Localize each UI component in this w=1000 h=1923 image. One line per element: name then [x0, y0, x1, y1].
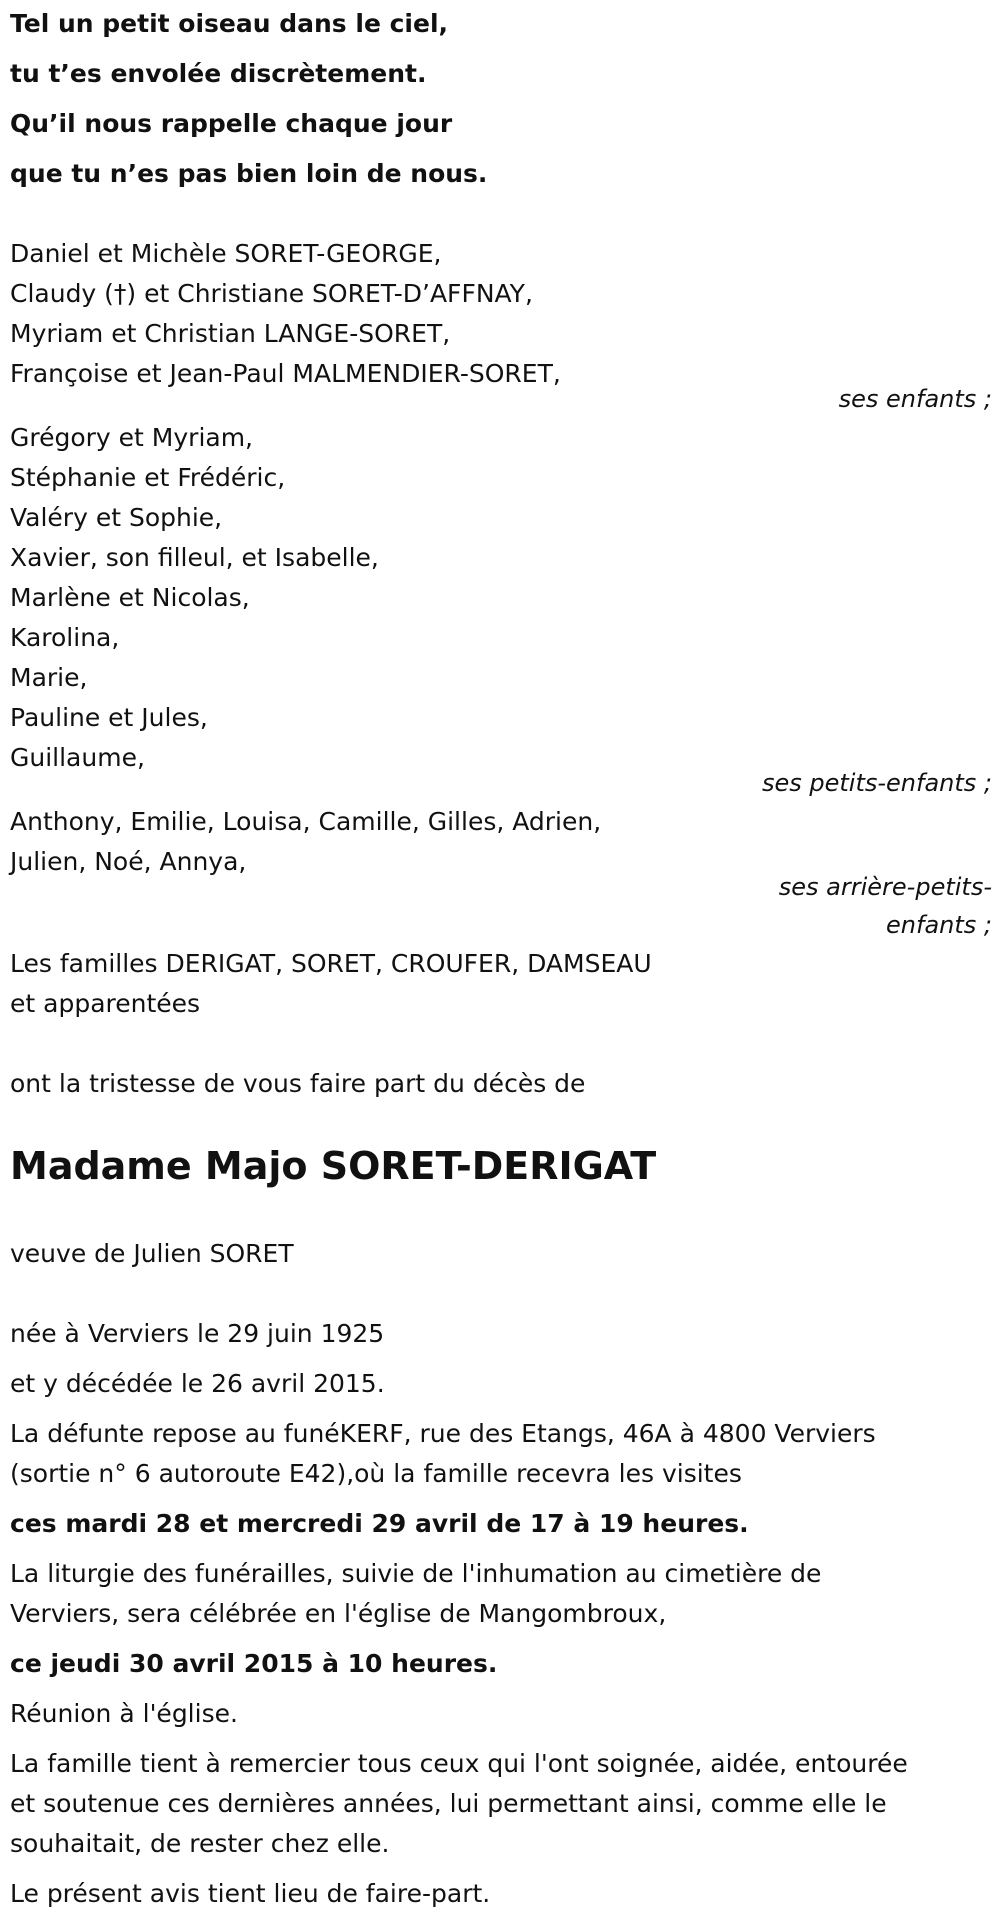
announcement: ont la tristesse de vous faire part du décès de [10, 1069, 586, 1098]
poem-line: Qu’il nous rappelle chaque jour [10, 109, 453, 138]
child-couple: Françoise et Jean-Paul MALMENDIER-SORET, [10, 359, 561, 388]
poem-line: Tel un petit oiseau dans le ciel, [10, 9, 449, 38]
grandchild: Valéry et Sophie, [10, 503, 223, 532]
grandchild: Xavier, son filleul, et Isabelle, [10, 543, 379, 572]
rest-line: (sortie n° 6 autoroute E42),où la famille recevra les visites [10, 1459, 742, 1488]
closing-note: Le présent avis tient lieu de faire-part. [10, 1879, 491, 1908]
families-line: Les familles DERIGAT, SORET, CROUFER, DAMSEAU [10, 949, 652, 978]
grandchild: Guillaume, [10, 743, 145, 772]
poem-line: tu t’es envolée discrètement. [10, 59, 427, 88]
visit-hours: ces mardi 28 et mercredi 29 avril de 17 à 19 heures. [10, 1509, 749, 1538]
thanks-line: La famille tient à remercier tous ceux qui l'ont soignée, aidée, entourée [10, 1749, 908, 1778]
death-info: et y décédée le 26 avril 2015. [10, 1369, 385, 1398]
meeting-info: Réunion à l'église. [10, 1699, 238, 1728]
liturgy-line: La liturgie des funérailles, suivie de l'inhumation au cimetière de [10, 1559, 822, 1588]
great-grandchildren-line: Anthony, Emilie, Louisa, Camille, Gilles, Adrien, [10, 807, 602, 836]
grandchild: Marlène et Nicolas, [10, 583, 250, 612]
child-couple: Myriam et Christian LANGE-SORET, [10, 319, 451, 348]
birth-info: née à Verviers le 29 juin 1925 [10, 1319, 385, 1348]
great-grandchildren-label: ses arrière-petits- [778, 873, 992, 901]
grandchildren-label: ses petits-enfants ; [761, 769, 992, 797]
grandchild: Marie, [10, 663, 88, 692]
great-grandchildren-label: enfants ; [886, 911, 992, 939]
thanks-line: et soutenue ces dernières années, lui permettant ainsi, comme elle le [10, 1789, 887, 1818]
grandchild: Karolina, [10, 623, 120, 652]
great-grandchildren-line: Julien, Noé, Annya, [10, 847, 247, 876]
families-line: et apparentées [10, 989, 201, 1018]
child-couple: Claudy (†) et Christiane SORET-D’AFFNAY, [10, 279, 533, 308]
children-label: ses enfants ; [838, 385, 992, 413]
thanks-line: souhaitait, de rester chez elle. [10, 1829, 390, 1858]
child-couple: Daniel et Michèle SORET-GEORGE, [10, 239, 442, 268]
poem-line: que tu n’es pas bien loin de nous. [10, 159, 488, 188]
liturgy-date: ce jeudi 30 avril 2015 à 10 heures. [10, 1649, 498, 1678]
widow-of: veuve de Julien SORET [10, 1239, 294, 1268]
grandchild: Stéphanie et Frédéric, [10, 463, 286, 492]
deceased-name: Madame Majo SORET-DERIGAT [10, 1144, 657, 1188]
grandchild: Pauline et Jules, [10, 703, 208, 732]
liturgy-line: Verviers, sera célébrée en l'église de Mangombroux, [10, 1599, 667, 1628]
grandchild: Grégory et Myriam, [10, 423, 254, 452]
rest-line: La défunte repose au funéKERF, rue des Etangs, 46A à 4800 Verviers [10, 1419, 876, 1448]
